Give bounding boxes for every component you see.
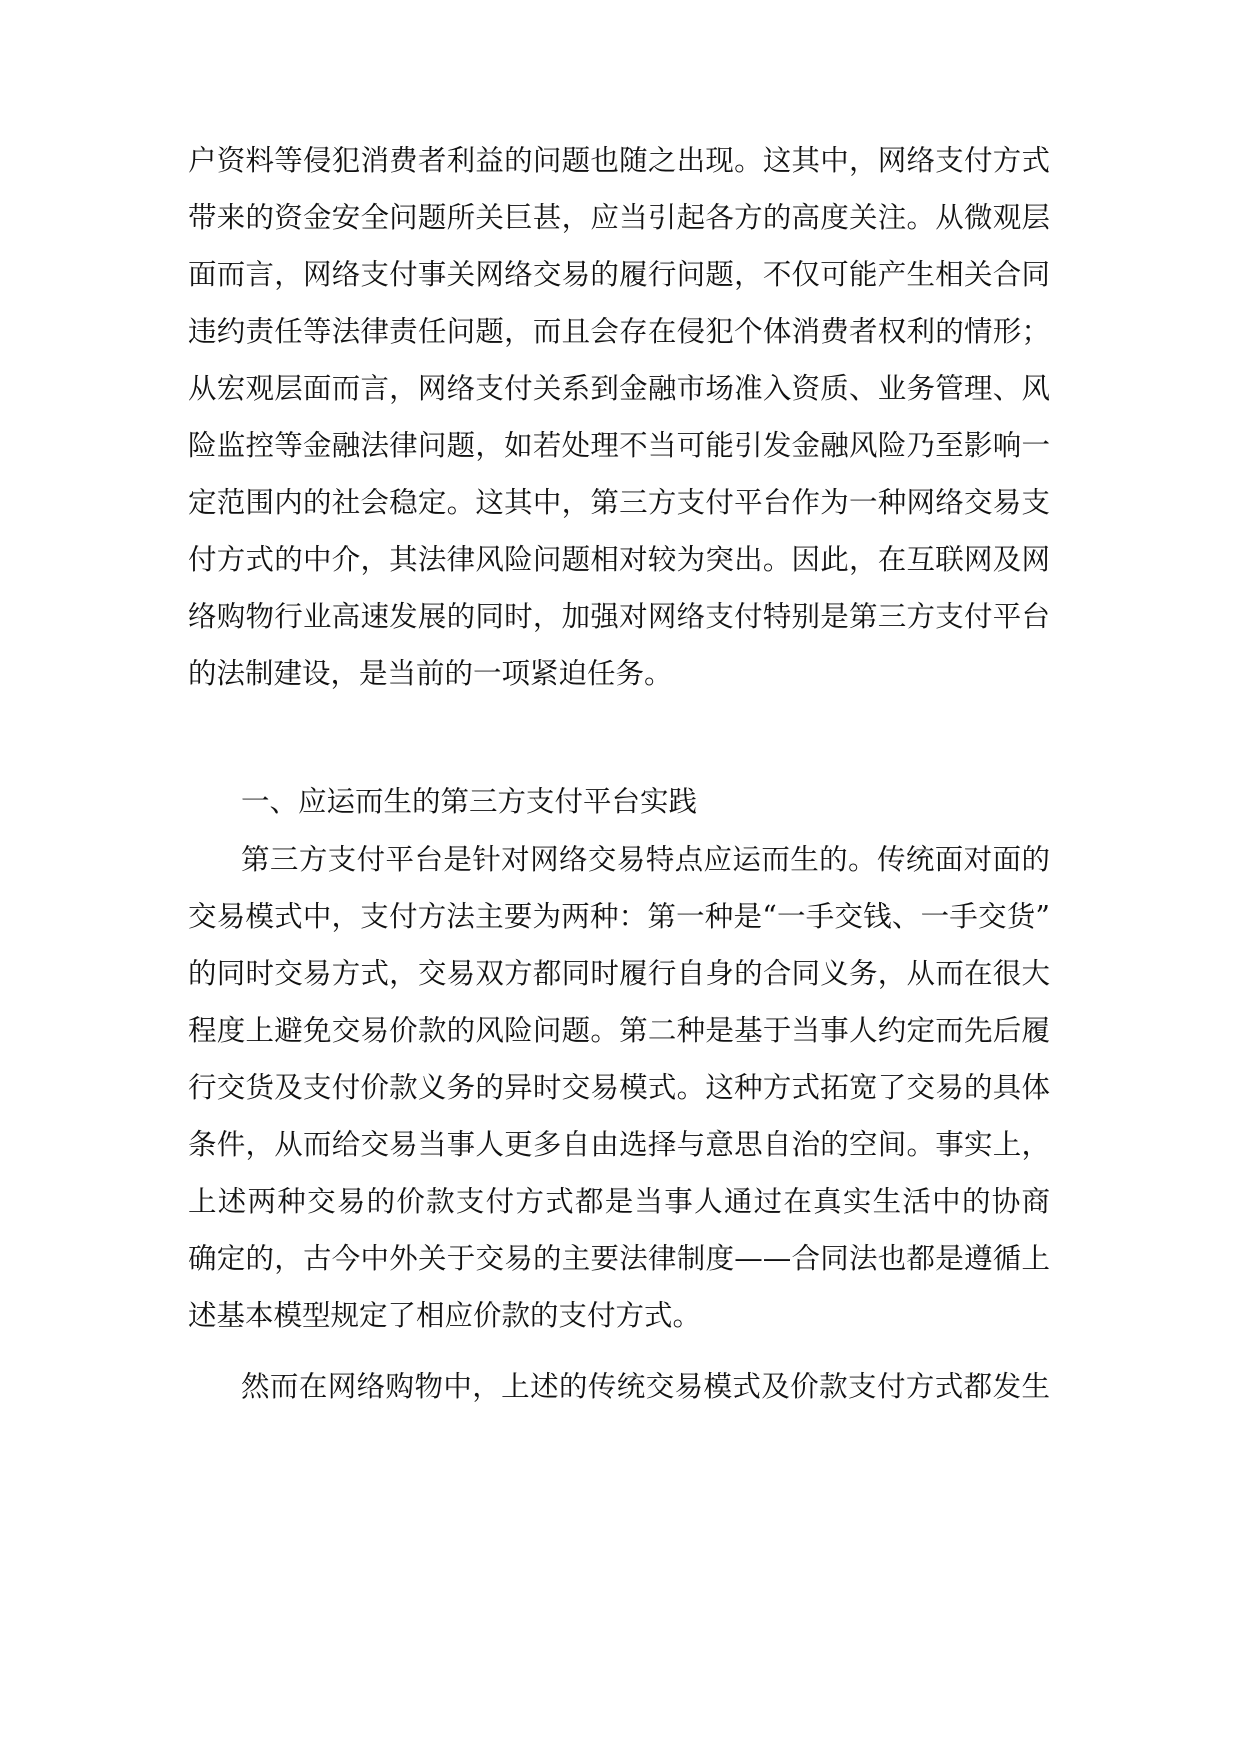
paragraph-2-line-7: 上述两种交易的价款支付方式都是当事人通过在真实生活中的协商 — [188, 1185, 1050, 1218]
paragraph-2-line-4: 程度上避免交易价款的风险问题。第二种是基于当事人约定而先后履 — [188, 1014, 1050, 1047]
paragraph-1-line-3: 面而言，网络支付事关网络交易的履行问题，不仅可能产生相关合同 — [188, 258, 1050, 291]
paragraph-3-line-1: 然而在网络购物中，上述的传统交易模式及价款支付方式都发生 — [241, 1370, 1050, 1403]
paragraph-1-line-5: 从宏观层面而言，网络支付关系到金融市场准入资质、业务管理、风 — [188, 372, 1050, 405]
paragraph-2-line-2: 交易模式中，支付方法主要为两种：第一种是“一手交钱、一手交货” — [188, 900, 1050, 933]
paragraph-2-line-5: 行交货及支付价款义务的异时交易模式。这种方式拓宽了交易的具体 — [188, 1071, 1050, 1104]
paragraph-2-line-8: 确定的，古今中外关于交易的主要法律制度——合同法也都是遵循上 — [188, 1242, 1050, 1275]
paragraph-1-line-2: 带来的资金安全问题所关巨甚，应当引起各方的高度关注。从微观层 — [188, 201, 1050, 234]
paragraph-2-line-6: 条件，从而给交易当事人更多自由选择与意思自治的空间。事实上， — [188, 1128, 1050, 1161]
paragraph-2-line-3: 的同时交易方式，交易双方都同时履行自身的合同义务，从而在很大 — [188, 957, 1050, 990]
paragraph-2-line-9: 述基本模型规定了相应价款的支付方式。 — [188, 1299, 702, 1332]
paragraph-1-line-7: 定范围内的社会稳定。这其中，第三方支付平台作为一种网络交易支 — [188, 486, 1050, 519]
paragraph-1-line-6: 险监控等金融法律问题，如若处理不当可能引发金融风险乃至影响一 — [188, 429, 1050, 462]
paragraph-1-line-9: 络购物行业高速发展的同时，加强对网络支付特别是第三方支付平台 — [188, 600, 1050, 633]
paragraph-2-line-1: 第三方支付平台是针对网络交易特点应运而生的。传统面对面的 — [241, 843, 1050, 876]
section-heading: 一、应运而生的第三方支付平台实践 — [241, 785, 698, 818]
paragraph-1-line-10: 的法制建设，是当前的一项紧迫任务。 — [188, 657, 673, 690]
paragraph-1-line-4: 违约责任等法律责任问题，而且会存在侵犯个体消费者权利的情形； — [188, 315, 1050, 348]
paragraph-1-line-1: 户资料等侵犯消费者利益的问题也随之出现。这其中，网络支付方式 — [188, 144, 1050, 177]
paragraph-1-line-8: 付方式的中介，其法律风险问题相对较为突出。因此，在互联网及网 — [188, 543, 1050, 576]
